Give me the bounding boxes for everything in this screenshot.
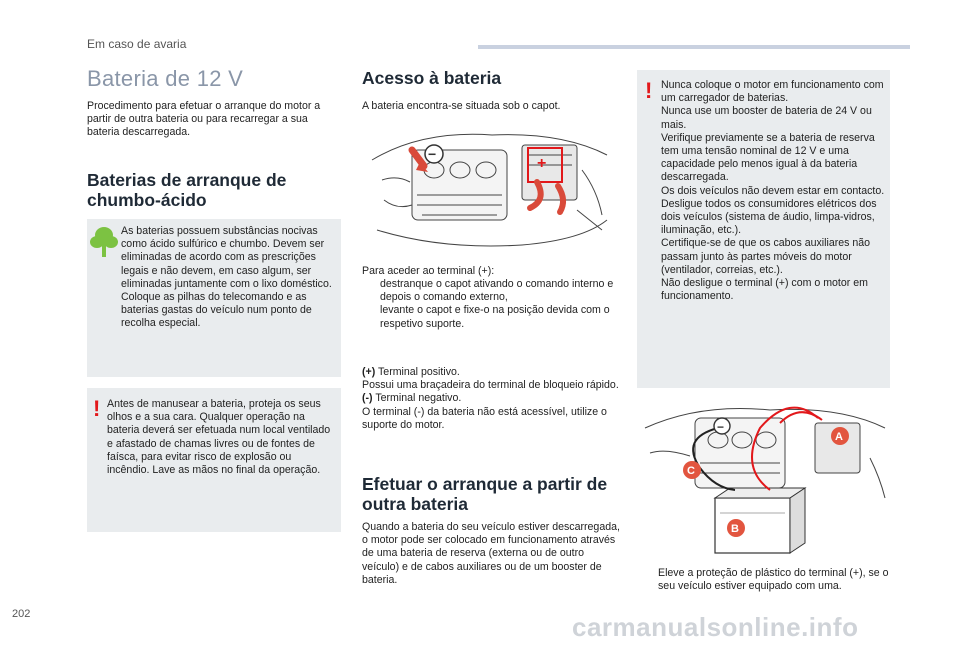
- warning-line: Certifique-se de que os cabos auxiliares não passam junto às partes móveis do motor (ventilador, correias, etc.).: [661, 237, 871, 276]
- watermark: carmanualsonline.info: [572, 612, 859, 642]
- warning-icon: !: [93, 396, 101, 421]
- access-step-1: destranque o capot ativando o comando interno e depois o comando externo,: [380, 278, 614, 304]
- section-header: Em caso de avaria: [87, 37, 187, 51]
- access-intro: Para aceder ao terminal (+):: [362, 265, 495, 277]
- jump-start-text: Quando a bateria do seu veículo estiver descarregada, o motor pode ser colocado em funcionamento através de uma bateria de reserva (externa ou de outro veículo) e de cabos auxiliares ou de um booster de bateria.: [362, 521, 620, 586]
- terminal-description: [362, 366, 622, 432]
- page-number: 202: [12, 608, 31, 620]
- warning-line: Os dois veículos não devem estar em contacto.: [661, 184, 885, 197]
- minus-mark: −: [717, 420, 725, 434]
- warning-note-text: Antes de manusear a bateria, proteja os seus olhos e a sua cara. Qualquer operação na bateria deverá ser efetuada num local ventilado e afastado de chamas livres ou de fontes de faísca, para evitar risco de explosão ou incêndio. Lave as mãos no final da operação.: [107, 398, 331, 477]
- intro-text: Procedimento para efetuar o arranque do motor a partir de outra bateria ou para recarregar a sua bateria descarregada.: [87, 100, 321, 139]
- minus-mark: −: [428, 146, 437, 162]
- warning-line: Nunca coloque o motor em funcionamento com um carregador de baterias.: [661, 79, 884, 105]
- list-item: [362, 304, 622, 330]
- warning-box-left: [87, 388, 341, 532]
- plus-mark: +: [537, 155, 547, 172]
- final-step-list: [640, 567, 892, 593]
- warning-line: Não desligue o terminal (+) com o motor em funcionamento.: [661, 277, 868, 303]
- minus-terminal-desc: Terminal negativo.: [372, 392, 462, 405]
- header-bar: [478, 45, 910, 49]
- plus-terminal-label: (+): [362, 366, 376, 378]
- label-b: B: [731, 523, 739, 535]
- plus-terminal-desc: Terminal positivo.: [375, 366, 460, 378]
- battery-location-text: A bateria encontra-se situada sob o capot.: [362, 100, 561, 112]
- warning-line: Verifique previamente se a bateria de reserva tem uma tensão nominal de 12 V e uma capacidade pelo menos igual à da bateria descarregada.: [661, 131, 875, 184]
- minus-terminal-label: (-): [362, 392, 373, 405]
- warning-box-right: [637, 70, 890, 388]
- label-a: A: [835, 431, 843, 443]
- recycle-leaf-icon: [90, 225, 118, 264]
- eco-note-box: [87, 219, 341, 377]
- minus-terminal-extra: O terminal (-) da bateria não está acessível, utilize o suporte do motor.: [362, 405, 607, 431]
- jump-start-illustration: [640, 398, 890, 558]
- final-step: Eleve a proteção de plástico do terminal (+), se o seu veículo estiver equipado com uma.: [658, 567, 889, 593]
- label-c: C: [687, 465, 695, 477]
- access-heading: Acesso à bateria: [362, 68, 502, 88]
- warning-icon: !: [645, 78, 653, 103]
- access-step-2: levante o capot e fixe-o na posição devida com o respetivo suporte.: [380, 304, 610, 330]
- plus-terminal-extra: Possui uma braçadeira do terminal de bloqueio rápido.: [362, 379, 619, 392]
- warning-lines: [661, 79, 887, 303]
- jump-start-heading: Efetuar o arranque a partir de outra bateria: [362, 474, 608, 514]
- eco-note-text: As baterias possuem substâncias nocivas como ácido sulfúrico e chumbo. Devem ser eliminadas de acordo com as prescrições legais e não devem, em caso algum, ser eliminadas juntamente com o lixo doméstico. Coloque as pilhas do telecomando e as baterias gastas do veículo num ponto de recolha especial.: [121, 225, 332, 330]
- list-item: [362, 278, 622, 304]
- list-item: [640, 567, 892, 593]
- lead-acid-heading: Baterias de arranque de chumbo-ácido: [87, 170, 287, 210]
- battery-location-illustration: [362, 120, 617, 255]
- warning-line: Desligue todos os consumidores elétricos dos dois veículos (sistema de áudio, limpa-vidros, iluminação, etc.).: [661, 197, 877, 237]
- access-steps: [362, 278, 622, 331]
- warning-line: Nunca use um booster de bateria de 24 V ou mais.: [661, 105, 872, 131]
- page-title: Bateria de 12 V: [87, 66, 244, 91]
